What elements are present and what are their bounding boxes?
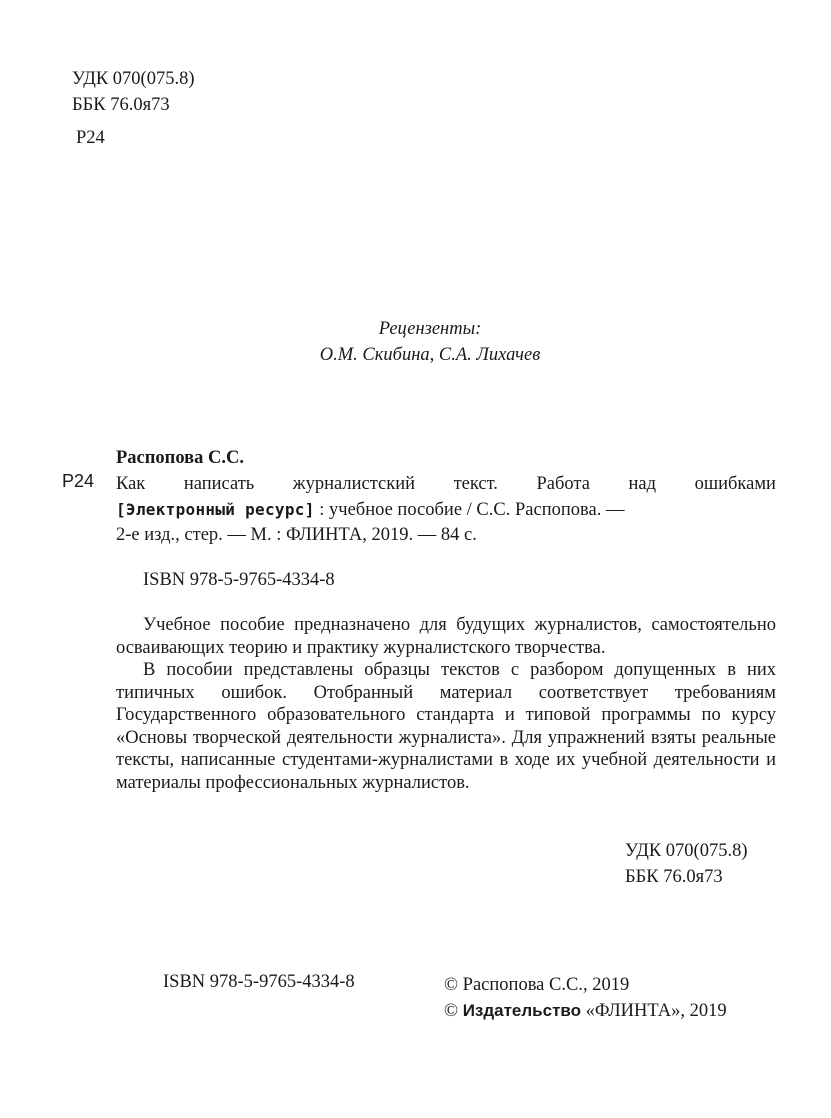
resource-line — [116, 497, 776, 523]
resource-type: [Электронный ресурс] — [116, 500, 315, 519]
edition-line: 2-е изд., стер. — М. : ФЛИНТА, 2019. — 84 с. — [116, 525, 477, 545]
copyright-block — [444, 972, 727, 1024]
title-word: текст. — [453, 474, 498, 494]
classification-block-bottom — [625, 838, 748, 890]
title-word: журналистский — [292, 474, 416, 494]
isbn: ISBN 978-5-9765-4334-8 — [143, 570, 335, 590]
title-word: Как — [116, 474, 146, 494]
reviewers-names: О.М. Скибина, С.А. Лихачев — [319, 345, 541, 365]
copyright-author: © Распопова С.С., 2019 — [444, 975, 630, 995]
bbk-code: ББК 76.0я73 — [72, 95, 170, 115]
author-mark: Р24 — [76, 128, 105, 148]
title-word: написать — [183, 474, 255, 494]
classification-block-top — [72, 66, 195, 118]
publisher-rest: «ФЛИНТА», 2019 — [581, 1001, 727, 1021]
title-word: над — [628, 474, 657, 494]
book-author: Распопова С.С. — [116, 448, 244, 468]
udk-code: УДК 070(075.8) — [72, 69, 195, 89]
annotation — [116, 614, 776, 794]
copyright-symbol: © — [444, 1001, 459, 1021]
title-word: Работа — [536, 474, 590, 494]
annotation-paragraph: Учебное пособие предназначено для будущих журналистов, самостоятельно осваивающих теорию и практику журналистского творчества. — [116, 615, 776, 658]
publisher-name: Издательство — [462, 1001, 582, 1020]
copyright-publisher — [444, 998, 727, 1024]
author-mark-side: Р24 — [62, 471, 95, 491]
udk-code-bottom: УДК 070(075.8) — [625, 841, 748, 861]
annotation-paragraph: В пособии представлены образцы текстов с разбором допущенных в них типичных ошибок. Отобранный материал соответствует требованиям Государственного образовательного стандарта и типовой программы по курсу «Основы творческой деятельности журналиста». Для упражнений взяты реальные тексты, написанные студентами-журналистами в ходе их учебной деятельности и материалы профессиональных журналистов. — [116, 660, 776, 793]
isbn-bottom: ISBN 978-5-9765-4334-8 — [163, 972, 355, 992]
book-title-line — [116, 472, 776, 497]
resource-line-rest: : учебное пособие / С.С. Распопова. — — [314, 500, 625, 520]
reviewers-heading: Рецензенты: — [378, 319, 482, 339]
title-word: ошибками — [694, 474, 776, 494]
bbk-code-bottom: ББК 76.0я73 — [625, 867, 723, 887]
bibliographic-description — [116, 472, 776, 548]
reviewers-block — [0, 316, 831, 368]
